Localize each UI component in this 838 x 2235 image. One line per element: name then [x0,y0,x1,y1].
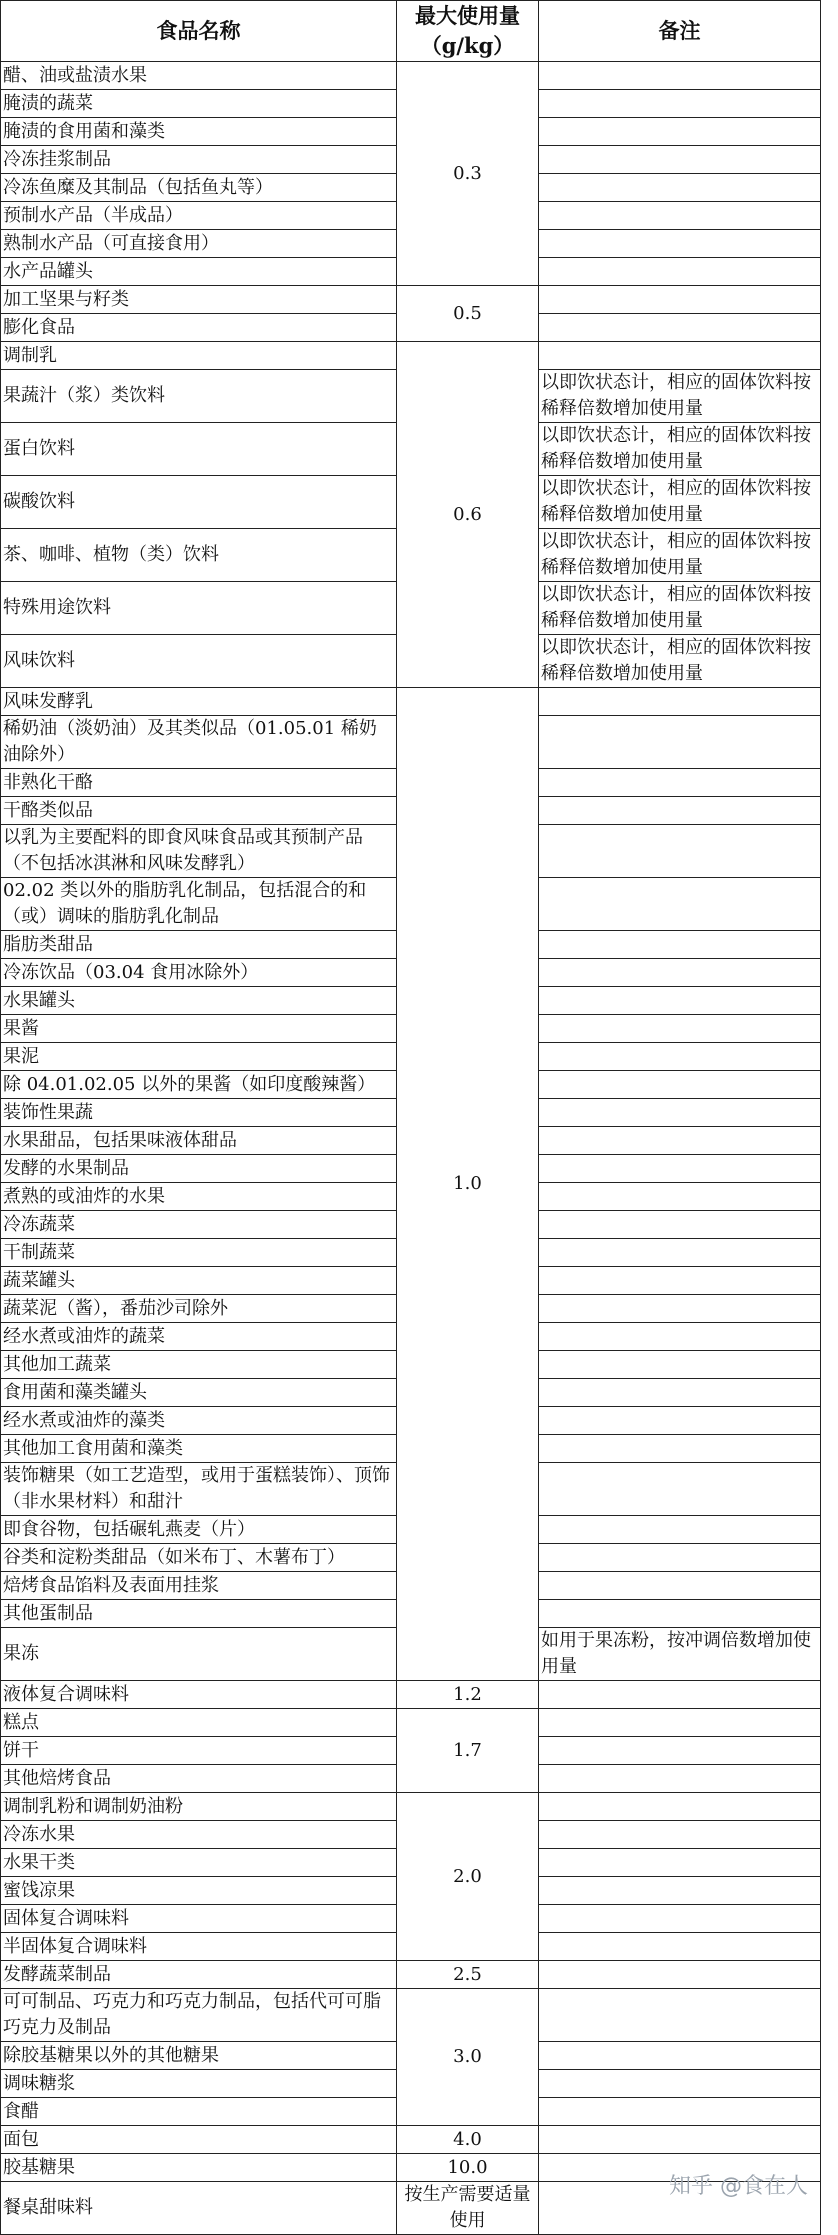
note-cell [539,1765,821,1793]
food-name-cell: 煮熟的或油炸的水果 [1,1183,397,1211]
table-row [1,1793,821,1821]
max-usage-cell: 1.7 [397,1709,539,1793]
max-usage-cell: 1.2 [397,1681,539,1709]
header-max-usage: 最大使用量（g/kg） [397,1,539,62]
note-cell [539,314,821,342]
food-name-cell: 醋、油或盐渍水果 [1,62,397,90]
note-cell [539,1821,821,1849]
note-cell [539,1572,821,1600]
food-name-cell: 预制水产品（半成品） [1,202,397,230]
note-cell [539,62,821,90]
food-name-cell: 以乳为主要配料的即食风味食品或其预制产品（不包括冰淇淋和风味发酵乳） [1,825,397,878]
food-name-cell: 蜜饯凉果 [1,1877,397,1905]
food-name-cell: 蛋白饮料 [1,423,397,476]
food-name-cell: 冷冻挂浆制品 [1,146,397,174]
food-name-cell: 膨化食品 [1,314,397,342]
note-cell [539,688,821,716]
max-usage-cell: 3.0 [397,1989,539,2126]
watermark: 知乎 @食在人 [669,2174,808,2199]
note-cell [539,1099,821,1127]
note-cell [539,1877,821,1905]
note-cell [539,987,821,1015]
food-name-cell: 调味糖浆 [1,2070,397,2098]
note-cell [539,1709,821,1737]
food-name-cell: 冷冻蔬菜 [1,1211,397,1239]
note-cell: 以即饮状态计，相应的固体饮料按稀释倍数增加使用量 [539,635,821,688]
note-cell [539,1071,821,1099]
note-cell [539,2126,821,2154]
note-cell: 以即饮状态计，相应的固体饮料按稀释倍数增加使用量 [539,582,821,635]
note-cell [539,1435,821,1463]
food-name-cell: 冷冻鱼糜及其制品（包括鱼丸等） [1,174,397,202]
note-cell [539,1323,821,1351]
max-usage-cell: 0.5 [397,286,539,342]
note-cell [539,2070,821,2098]
note-cell: 以即饮状态计，相应的固体饮料按稀释倍数增加使用量 [539,476,821,529]
note-cell [539,1015,821,1043]
note-cell [539,258,821,286]
note-cell [539,1681,821,1709]
note-cell [539,1267,821,1295]
food-name-cell: 食醋 [1,2098,397,2126]
food-name-cell: 干酪类似品 [1,797,397,825]
food-name-cell: 风味发酵乳 [1,688,397,716]
note-cell [539,2042,821,2070]
note-cell [539,1183,821,1211]
max-usage-cell: 10.0 [397,2154,539,2182]
food-name-cell: 特殊用途饮料 [1,582,397,635]
note-cell [539,1516,821,1544]
max-usage-cell: 按生产需要适量使用 [397,2182,539,2235]
food-name-cell: 发酵蔬菜制品 [1,1961,397,1989]
food-name-cell: 经水煮或油炸的蔬菜 [1,1323,397,1351]
food-name-cell: 水果干类 [1,1849,397,1877]
food-name-cell: 糕点 [1,1709,397,1737]
food-name-cell: 调制乳粉和调制奶油粉 [1,1793,397,1821]
max-usage-cell: 4.0 [397,2126,539,2154]
food-name-cell: 茶、咖啡、植物（类）饮料 [1,529,397,582]
note-cell [539,342,821,370]
food-name-cell: 腌渍的食用菌和藻类 [1,118,397,146]
food-name-cell: 调制乳 [1,342,397,370]
food-name-cell: 食用菌和藻类罐头 [1,1379,397,1407]
note-cell [539,1961,821,1989]
note-cell [539,716,821,769]
note-cell [539,174,821,202]
food-name-cell: 经水煮或油炸的藻类 [1,1407,397,1435]
food-name-cell: 稀奶油（淡奶油）及其类似品（01.05.01 稀奶油除外） [1,716,397,769]
food-name-cell: 水产品罐头 [1,258,397,286]
note-cell [539,1407,821,1435]
food-name-cell: 风味饮料 [1,635,397,688]
note-cell [539,1600,821,1628]
note-cell [539,1211,821,1239]
food-name-cell: 果泥 [1,1043,397,1071]
note-cell [539,2098,821,2126]
food-name-cell: 水果甜品，包括果味液体甜品 [1,1127,397,1155]
note-cell: 以即饮状态计，相应的固体饮料按稀释倍数增加使用量 [539,529,821,582]
note-cell [539,118,821,146]
food-name-cell: 非熟化干酪 [1,769,397,797]
food-name-cell: 熟制水产品（可直接食用） [1,230,397,258]
note-cell [539,1905,821,1933]
food-name-cell: 饼干 [1,1737,397,1765]
table-row [1,286,821,314]
note-cell [539,230,821,258]
note-cell [539,146,821,174]
note-cell: 以即饮状态计，相应的固体饮料按稀释倍数增加使用量 [539,370,821,423]
note-cell [539,1544,821,1572]
food-name-cell: 固体复合调味料 [1,1905,397,1933]
note-cell [539,797,821,825]
food-name-cell: 腌渍的蔬菜 [1,90,397,118]
note-cell: 以即饮状态计，相应的固体饮料按稀释倍数增加使用量 [539,423,821,476]
header-note: 备注 [539,1,821,62]
food-name-cell: 餐桌甜味料 [1,2182,397,2235]
food-name-cell: 干制蔬菜 [1,1239,397,1267]
note-cell [539,1379,821,1407]
food-name-cell: 果蔬汁（浆）类饮料 [1,370,397,423]
food-name-cell: 焙烤食品馅料及表面用挂浆 [1,1572,397,1600]
note-cell [539,769,821,797]
food-name-cell: 可可制品、巧克力和巧克力制品，包括代可可脂巧克力及制品 [1,1989,397,2042]
note-cell [539,1793,821,1821]
food-name-cell: 果冻 [1,1628,397,1681]
note-cell [539,1127,821,1155]
max-usage-cell: 0.6 [397,342,539,688]
note-cell [539,1933,821,1961]
food-name-cell: 蔬菜泥（酱），番茄沙司除外 [1,1295,397,1323]
note-cell [539,1737,821,1765]
note-cell [539,959,821,987]
food-name-cell: 其他加工食用菌和藻类 [1,1435,397,1463]
food-name-cell: 其他加工蔬菜 [1,1351,397,1379]
food-name-cell: 装饰糖果（如工艺造型，或用于蛋糕装饰）、顶饰（非水果材料）和甜汁 [1,1463,397,1516]
food-name-cell: 谷类和淀粉类甜品（如米布丁、木薯布丁） [1,1544,397,1572]
note-cell [539,286,821,314]
note-cell [539,1043,821,1071]
note-cell: 如用于果冻粉，按冲调倍数增加使用量 [539,1628,821,1681]
food-name-cell: 加工坚果与籽类 [1,286,397,314]
food-name-cell: 即食谷物，包括碾轧燕麦（片） [1,1516,397,1544]
food-name-cell: 冷冻饮品（03.04 食用冰除外） [1,959,397,987]
table-row [1,1681,821,1709]
table-row [1,688,821,716]
food-name-cell: 02.02 类以外的脂肪乳化制品，包括混合的和（或）调味的脂肪乳化制品 [1,878,397,931]
note-cell [539,202,821,230]
table-row [1,2126,821,2154]
table-row [1,62,821,90]
food-name-cell: 果酱 [1,1015,397,1043]
food-name-cell: 除胶基糖果以外的其他糖果 [1,2042,397,2070]
table-body [1,62,821,2235]
max-usage-cell: 0.3 [397,62,539,286]
header-food-name: 食品名称 [1,1,397,62]
food-name-cell: 其他蛋制品 [1,1600,397,1628]
table-row [1,1709,821,1737]
food-name-cell: 液体复合调味料 [1,1681,397,1709]
note-cell [539,1989,821,2042]
food-name-cell: 水果罐头 [1,987,397,1015]
note-cell [539,1295,821,1323]
header-row [1,1,821,62]
table-row [1,1989,821,2042]
max-usage-cell: 1.0 [397,688,539,1681]
food-name-cell: 面包 [1,2126,397,2154]
food-name-cell: 半固体复合调味料 [1,1933,397,1961]
note-cell [539,1463,821,1516]
food-name-cell: 脂肪类甜品 [1,931,397,959]
note-cell [539,878,821,931]
food-name-cell: 发酵的水果制品 [1,1155,397,1183]
note-cell [539,1239,821,1267]
food-name-cell: 装饰性果蔬 [1,1099,397,1127]
note-cell [539,931,821,959]
max-usage-cell: 2.5 [397,1961,539,1989]
food-name-cell: 碳酸饮料 [1,476,397,529]
food-name-cell: 其他焙烤食品 [1,1765,397,1793]
table-row [1,342,821,370]
note-cell [539,1351,821,1379]
note-cell [539,1849,821,1877]
note-cell [539,1155,821,1183]
food-name-cell: 蔬菜罐头 [1,1267,397,1295]
note-cell [539,90,821,118]
food-name-cell: 除 04.01.02.05 以外的果酱（如印度酸辣酱） [1,1071,397,1099]
note-cell [539,825,821,878]
food-name-cell: 胶基糖果 [1,2154,397,2182]
food-name-cell: 冷冻水果 [1,1821,397,1849]
table-row [1,1961,821,1989]
max-usage-cell: 2.0 [397,1793,539,1961]
